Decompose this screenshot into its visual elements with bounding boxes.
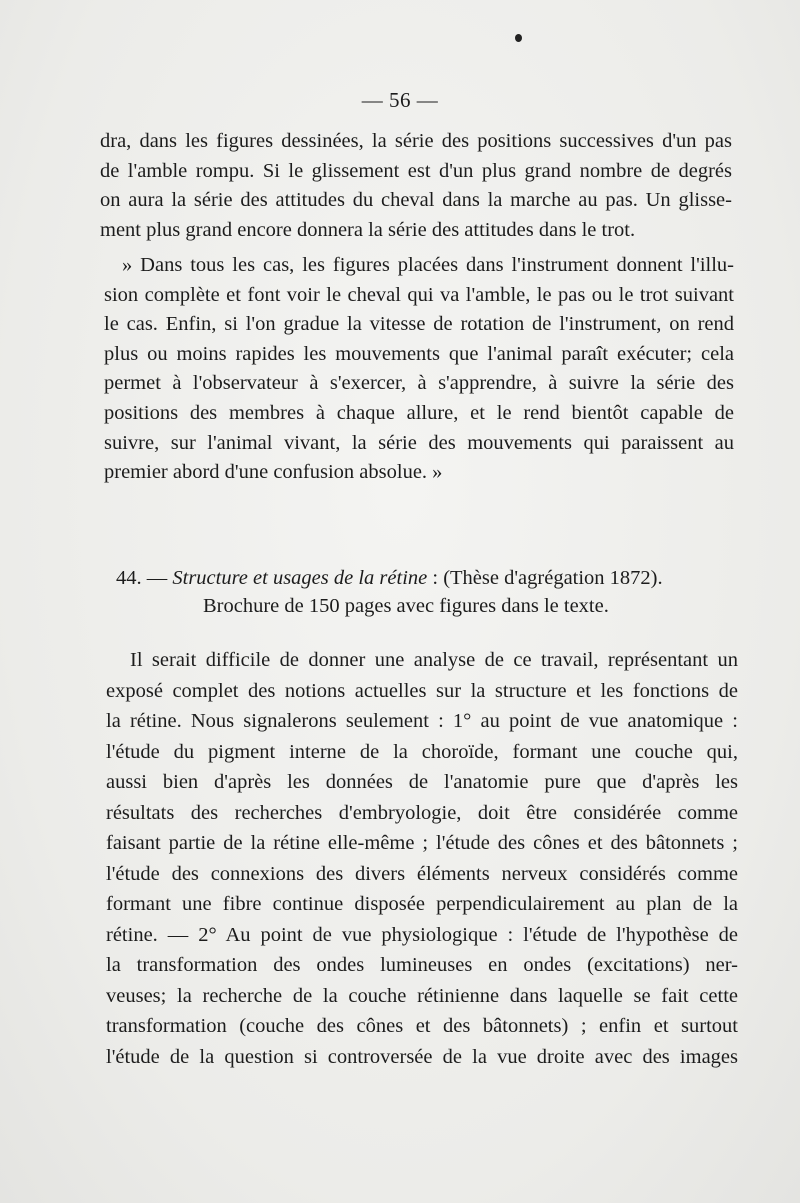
- text-line: permet à l'observateur à s'exercer, à s'apprendre, à suivre la série des: [104, 372, 734, 395]
- text-line: transformation (couche des cônes et des bâtonnets) ; enfin et surtout: [106, 1015, 738, 1037]
- text-line: dra, dans les figures dessinées, la série des positions successives d'un pas: [100, 130, 732, 152]
- text-line: l'étude du pigment interne de la choroïde, formant une couche qui,: [106, 740, 738, 763]
- paragraph-analysis: [106, 645, 738, 1072]
- page-number: — 56 —: [361, 88, 439, 112]
- text-line: de l'amble rompu. Si le glissement est d'un plus grand nombre de degrés: [100, 159, 732, 182]
- text-line: ment plus grand encore donnera la série des attitudes dans le trot.: [100, 218, 636, 241]
- text-line: faisant partie de la rétine elle-même ; l'étude des cônes et des bâtonnets ;: [106, 832, 738, 854]
- text-line: veuses; la recherche de la couche rétinienne dans laquelle se fait cette: [106, 984, 738, 1007]
- paragraph-quote: [104, 251, 734, 488]
- section-heading: [116, 563, 736, 593]
- text-line: on aura la série des attitudes du cheval dans la marche au pas. Un glisse-: [100, 189, 732, 212]
- section-title: Structure et usages de la rétine: [172, 567, 428, 589]
- section-dash: —: [146, 567, 168, 589]
- section-thesis: (Thèse d'agrégation 1872).: [443, 567, 663, 589]
- brochure-line: Brochure de 150 pages avec figures dans le texte.: [203, 595, 609, 617]
- text-line: la rétine. Nous signalerons seulement : 1° au point de vue anatomique :: [106, 710, 738, 732]
- paragraph-continuation: [100, 127, 732, 245]
- text-line: positions des membres à chaque allure, et le rend bientôt capable de: [104, 401, 734, 424]
- text-line: sion complète et font voir le cheval qui va l'amble, le pas ou le trot suivant: [104, 283, 734, 306]
- text-line: aussi bien d'après les données de l'anatomie pure que d'après les: [106, 771, 738, 793]
- ink-dot: [515, 34, 522, 42]
- text-line: suivre, sur l'animal vivant, la série des mouvements qui paraissent au: [104, 431, 734, 454]
- text-line: l'étude de la question si controversée de la vue droite avec des images: [106, 1045, 738, 1068]
- text-line: rétine. — 2° Au point de vue physiologique : l'étude de l'hypothèse de: [106, 923, 738, 946]
- text-line: résultats des recherches d'embryologie, doit être considérée comme: [106, 801, 738, 824]
- section-colon: :: [432, 567, 439, 589]
- text-line: Il serait difficile de donner une analyse de ce travail, représentant un: [130, 649, 738, 671]
- text-line: la transformation des ondes lumineuses en ondes (excitations) ner-: [106, 954, 738, 976]
- text-line: exposé complet des notions actuelles sur la structure et les fonctions de: [106, 679, 738, 702]
- text-line: plus ou moins rapides les mouvements que l'animal paraît exécuter; cela: [104, 342, 734, 365]
- text-line: formant une fibre continue disposée perpendiculairement au plan de la: [106, 893, 738, 915]
- text-line: l'étude des connexions des divers éléments nerveux considérés comme: [106, 862, 738, 885]
- section-number: 44.: [116, 567, 142, 589]
- text-line: premier abord d'une confusion absolue. »: [104, 461, 443, 484]
- text-line: » Dans tous les cas, les figures placées dans l'instrument donnent l'illu-: [122, 254, 734, 276]
- text-line: le cas. Enfin, si l'on gradue la vitesse de rotation de l'instrument, on rend: [104, 313, 734, 336]
